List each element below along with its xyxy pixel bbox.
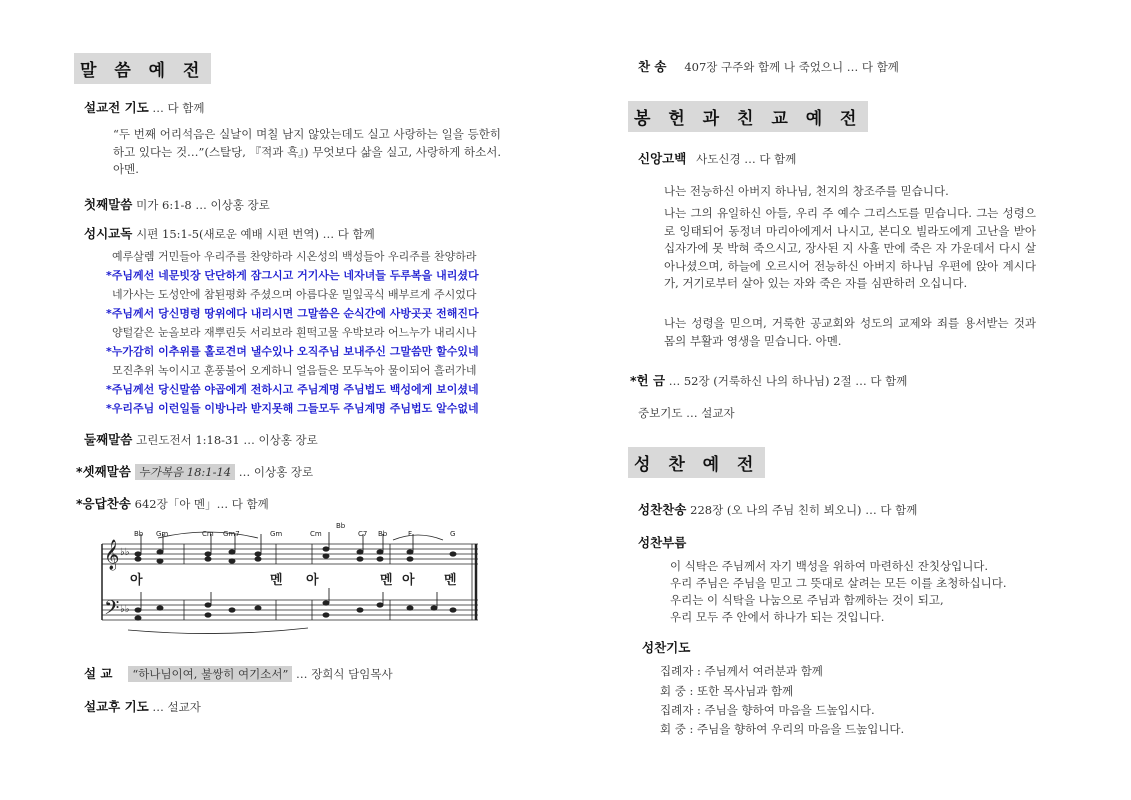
- psalm-reading: [84, 224, 375, 242]
- offering-label: *헌 금: [630, 373, 666, 388]
- psalm-line: 양털같은 눈올보라 재뿌린듯 서리보라 흰떡고물 우박보라 어느누가 내리시나: [112, 326, 477, 339]
- communion-hymn-label: 성찬찬송: [638, 502, 687, 517]
- invitation-label: [638, 533, 686, 551]
- lyric-syllable: 아: [402, 573, 415, 588]
- first-reading: [84, 195, 270, 213]
- creed-paragraph: 나는 성령을 믿으며, 거룩한 공교회와 성도의 교제와 죄를 용서받는 것과 몸의 부활과 영생을 믿습니다. 아멘.: [664, 316, 1036, 348]
- third-reading-label: *셋째말씀: [76, 464, 131, 479]
- lyric-syllable: 아: [306, 573, 319, 588]
- psalm-line: *주님께서 당신명령 땅위에다 내리시면 그말씀은 순식간에 사방곳곳 전해진다: [106, 307, 479, 320]
- psalm-line: *주님께선 네문빗장 단단하게 잠그시고 거기사는 네자녀들 두루복을 내리셨다: [106, 269, 479, 282]
- third-reading-text: … 이상홍 장로: [235, 465, 314, 479]
- invitation-line: 이 식탁은 주님께서 자기 백성을 위하여 마련하신 잔칫상입니다.: [670, 559, 989, 573]
- post-sermon-prayer-text: … 설교자: [148, 700, 201, 714]
- chord-symbol: G: [450, 530, 456, 538]
- hymn-text: 407장 구주와 함께 나 죽었으니 … 다 함께: [684, 60, 899, 74]
- post-sermon-prayer-label: 설교후 기도: [84, 699, 149, 714]
- lyric-syllable: 멘: [380, 573, 393, 588]
- pre-sermon-prayer-note: … 다 함께: [148, 101, 205, 115]
- svg-text:♭♭: ♭♭: [120, 604, 130, 615]
- sermon-title: “하나님이여, 불쌍히 여기소서”: [128, 666, 292, 682]
- pre-sermon-prayer-quote: “두 번째 어리석음은 실날이 며칠 남지 않았는데도 실고 사랑하는 일을 등한히 하고 있다는 것…”(스탈당, 『적과 흑』) 무엇보다 삶을 실고, 사랑하게 하소서. 아멘.: [113, 127, 501, 176]
- prayer-line: 집례자 : 주님께서 여러분과 함께: [660, 664, 823, 678]
- invitation-line: 우리 주님은 주님을 믿고 그 뜻대로 살려는 모든 이를 초청하십니다.: [670, 576, 1007, 590]
- prayer-line: 회 중 : 또한 목사님과 함께: [660, 684, 794, 698]
- psalm-line: 모진추위 녹이시고 훈풍불어 오게하니 얼음들은 모두녹아 물이되어 흘러가네: [112, 364, 477, 377]
- section-title-offering: 봉 헌 과 친 교 예 전: [628, 101, 868, 132]
- chord-symbol: Gm7: [223, 530, 240, 538]
- communion-hymn-text: 228장 (오 나의 주님 친히 뵈오니) … 다 함께: [690, 503, 918, 517]
- chord-symbol: Gm: [156, 530, 169, 538]
- amen-music-score: [98, 522, 482, 640]
- communion-prayer-label-text: 성찬기도: [642, 640, 691, 655]
- second-reading: [84, 430, 318, 448]
- psalm-line: 예루살렘 거민들아 우리주를 찬양하라 시온성의 백성들아 우리주를 찬양하라: [112, 250, 477, 263]
- third-reading-ref: 누가복음 18:1-14: [135, 464, 235, 480]
- lyric-syllable: 아: [130, 573, 143, 588]
- chord-symbol: Bb: [378, 530, 388, 538]
- lyric-syllable: 멘: [270, 573, 283, 588]
- psalm-text: 시편 15:1-5(새로운 예배 시편 번역) … 다 함께: [136, 227, 375, 241]
- lyric-syllable: 멘: [444, 573, 457, 588]
- pre-sermon-prayer: [84, 98, 205, 116]
- first-reading-label: 첫째말씀: [84, 197, 133, 212]
- third-reading: [76, 462, 313, 480]
- psalm-line: *주님께선 당신말씀 야곱에게 전하시고 주님계명 주님법도 백성에게 보이셨네: [106, 383, 479, 396]
- response-hymn-text: 642장「아 멘」… 다 함께: [134, 497, 269, 511]
- chord-symbol: Bb: [336, 522, 346, 530]
- intercession-label: 중보기도: [638, 406, 683, 420]
- psalm-line: *누가감히 이추위를 홀로견뎌 낼수있나 오직주님 보내주신 그말씀만 할수있네: [106, 345, 479, 358]
- chord-symbol: Bb: [134, 530, 144, 538]
- svg-text:𝄢: 𝄢: [104, 596, 120, 624]
- chord-symbol: Cm: [310, 530, 322, 538]
- second-reading-text: 고린도전서 1:18-31 … 이상홍 장로: [136, 433, 318, 447]
- section-title-word: 말 씀 예 전: [74, 53, 211, 84]
- sermon-label: 설 교: [84, 666, 113, 681]
- svg-text:♭♭: ♭♭: [120, 547, 130, 558]
- response-hymn: [76, 494, 269, 512]
- invitation-line: 우리는 이 식탁을 나눔으로 주님과 함께하는 것이 되고,: [670, 593, 944, 607]
- psalm-line: 네가사는 도성안에 참된평화 주셨으며 아름다운 밀잎곡식 배부르게 주시었다: [112, 288, 477, 301]
- creed-label: 신앙고백: [638, 151, 687, 166]
- communion-hymn: [638, 500, 917, 518]
- pre-sermon-prayer-label: 설교전 기도: [84, 100, 149, 115]
- invitation-label-text: 성찬부름: [638, 535, 687, 550]
- prayer-line: 회 중 : 주님을 향하여 우리의 마음을 드높입니다.: [660, 722, 905, 736]
- prayer-line: 집례자 : 주님을 향하여 마음을 드높입시다.: [660, 703, 875, 717]
- response-hymn-label: *응답찬송: [76, 496, 131, 511]
- svg-text:𝄞: 𝄞: [104, 540, 120, 570]
- post-sermon-prayer: [84, 697, 201, 715]
- chord-symbol: Gm: [270, 530, 283, 538]
- sermon: [84, 664, 393, 682]
- chord-symbol: C7: [358, 530, 368, 538]
- intercession: [638, 405, 735, 421]
- chord-symbol: Cm: [202, 530, 214, 538]
- first-reading-text: 미가 6:1-8 … 이상홍 장로: [136, 198, 270, 212]
- communion-prayer-label: [642, 638, 690, 656]
- sermon-text: … 장희식 담임목사: [292, 667, 393, 681]
- hymn: [638, 57, 899, 75]
- chord-symbol: F: [408, 530, 413, 538]
- psalm-label: 성시교독: [84, 226, 133, 241]
- offering-text: … 52장 (거룩하신 나의 하나님) 2절 … 다 함께: [665, 374, 908, 388]
- invitation-line: 우리 모두 주 안에서 하나가 되는 것입니다.: [670, 610, 885, 624]
- offering: [630, 371, 907, 389]
- hymn-label: 찬 송: [638, 59, 667, 74]
- creed-text: 사도신경 … 다 함께: [696, 152, 797, 166]
- creed-paragraph: 나는 그의 유일하신 아들, 우리 주 예수 그리스도를 믿습니다. 그는 성령으로 잉태되어 동정녀 마리아에게서 나시고, 본디오 빌라도에게 고난을 받아 십자가에 못 박혀 죽으시고, 장사된 지 사흘 만에 죽은 자 가운데서 다시 살아나셨으며, 하늘에 오르시어 전능하신 아버지 하나님 우편에 앉아 계시다가, 거기로부터 살아 있는 자와 죽은 자를 심판하러 오십니다.: [664, 206, 1036, 290]
- creed: [638, 149, 796, 167]
- intercession-text: … 설교자: [682, 406, 735, 420]
- psalm-line: *우리주님 이런일들 이방나라 받지못해 그들모두 주님계명 주님법도 알수없네: [106, 402, 479, 415]
- creed-paragraph: 나는 전능하신 아버지 하나님, 천지의 창조주를 믿습니다.: [664, 184, 949, 198]
- section-title-communion: 성 찬 예 전: [628, 447, 765, 478]
- second-reading-label: 둘째말씀: [84, 432, 133, 447]
